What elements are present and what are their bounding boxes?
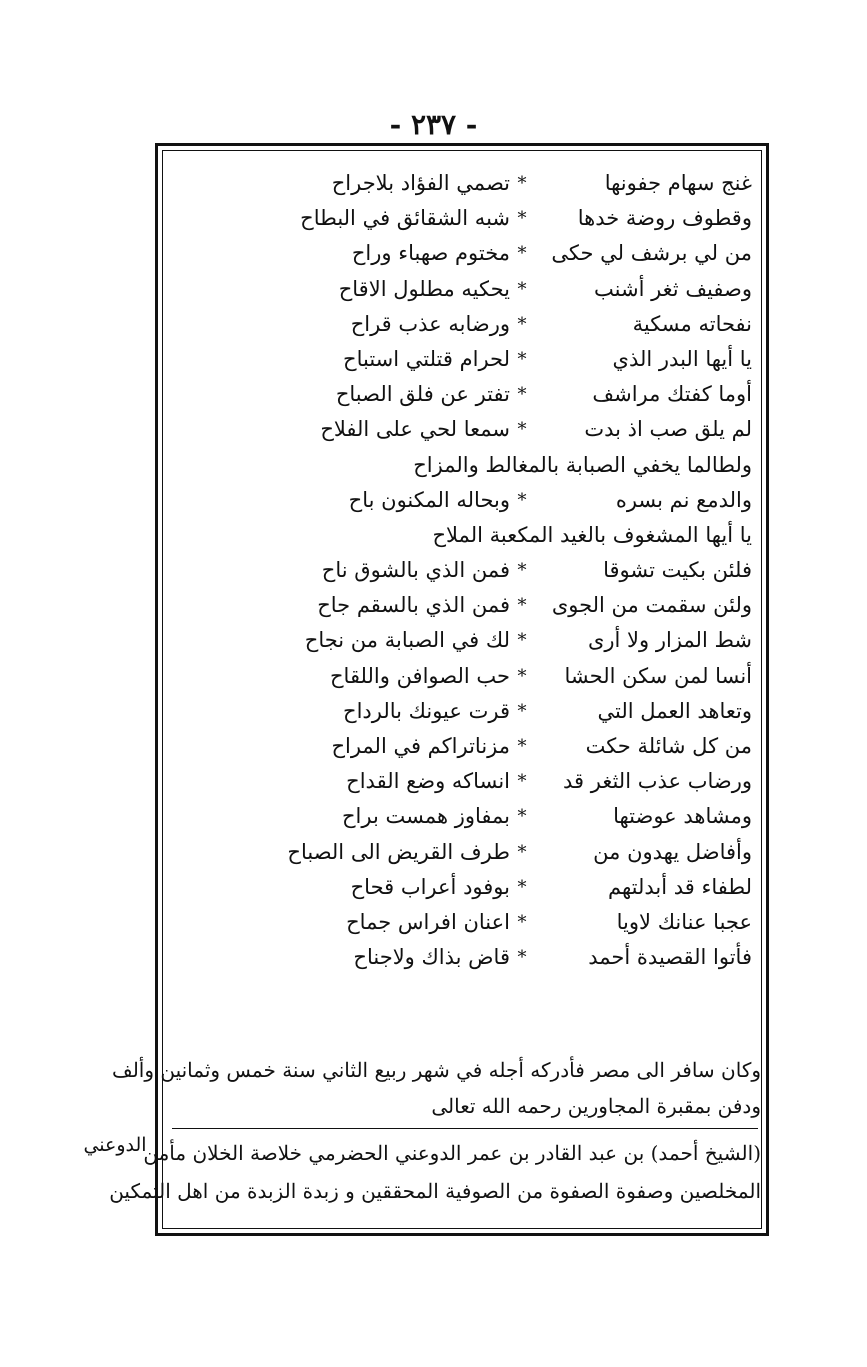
- death-note: [111, 1052, 761, 1124]
- verse-line: [232, 940, 752, 975]
- verse-separator-star: *: [517, 313, 527, 335]
- verse-second-hemistich: مختوم صهباء وراح: [351, 241, 510, 266]
- verse-first-hemistich: غنج سهام جفونها: [604, 171, 752, 195]
- verse-line: [232, 236, 752, 271]
- verse-second-hemistich: طرف القريض الى الصباح: [287, 839, 510, 864]
- verse-separator-star: *: [517, 560, 527, 582]
- verse-separator-star: *: [517, 173, 527, 194]
- verse-separator-star: *: [517, 771, 527, 793]
- verse-second-hemistich: انساكه وضع القداح: [346, 769, 510, 794]
- verse-second-hemistich: بوفود أعراب قحاح: [350, 874, 510, 899]
- verse-second-hemistich: لحرام قتلتي استباح: [343, 346, 510, 371]
- verse-separator-star: *: [517, 841, 527, 863]
- verse-line: [232, 729, 752, 764]
- verse-separator-star: *: [517, 208, 527, 230]
- verse-separator-star: *: [517, 806, 527, 828]
- verse-first-hemistich: ومشاهد عوضتها: [613, 804, 752, 829]
- verse-first-hemistich: ولئن سقمت من الجوى: [551, 593, 752, 618]
- biography-entry: [109, 1134, 761, 1210]
- verse-second-hemistich: تفتر عن فلق الصباح: [335, 382, 510, 407]
- biography-line-2: المخلصين وصفوة الصفوة من الصوفية المحققين و زبدة الزبدة من اهل التمكين: [109, 1179, 761, 1203]
- verse-line: [232, 870, 752, 905]
- verse-second-hemistich: فمن الذي بالسقم جاح: [317, 593, 510, 618]
- verse-line: [232, 694, 752, 729]
- verse-separator-star: *: [517, 278, 527, 300]
- verse-separator-star: *: [517, 736, 527, 757]
- verse-second-hemistich: بمفاوز همست براح: [341, 804, 510, 829]
- verse-line: [232, 412, 752, 447]
- verse-first-hemistich: فلئن بكيت تشوقا: [603, 558, 752, 583]
- verse-first-hemistich: وأفاضل يهدون من: [593, 839, 752, 864]
- section-divider: [172, 1128, 758, 1129]
- verse-separator-star: *: [517, 665, 527, 687]
- verse-first-hemistich: أنسا لمن سكن الحشا: [564, 663, 752, 688]
- verse-separator-star: *: [517, 348, 527, 370]
- verse-second-hemistich: تصمي الفؤاد بلاجراح: [331, 171, 510, 195]
- verse-line: [232, 272, 752, 307]
- verse-line: [232, 307, 752, 342]
- verse-second-hemistich: حب الصوافن واللقاح: [329, 663, 510, 688]
- verse-line: [232, 799, 752, 834]
- verse-separator-star: *: [517, 595, 527, 617]
- verse-first-hemistich: من لي برشف لي حكى: [551, 241, 752, 266]
- verse-line: [232, 166, 752, 201]
- verse-first-hemistich: وتعاهد العمل التي: [597, 698, 752, 723]
- verse-second-hemistich: شبه الشقائق في البطاح: [300, 206, 510, 231]
- verse-line: [232, 764, 752, 799]
- verse-separator-star: *: [517, 489, 527, 511]
- death-note-line-1: وكان سافر الى مصر فأدركه أجله في شهر ربيع الثاني سنة خمس وثمانين وألف: [111, 1058, 761, 1082]
- verse-separator-star: *: [517, 419, 527, 441]
- verse-second-hemistich: قاض بذاك ولاجناح: [353, 945, 510, 970]
- verse-separator-star: *: [517, 700, 527, 722]
- death-note-line-2: ودفن بمقبرة المجاورين رحمه الله تعالى: [431, 1094, 761, 1118]
- verse-first-hemistich: من كل شائلة حكت: [585, 734, 752, 758]
- verse-first-hemistich: شط المزار ولا أرى: [587, 628, 752, 653]
- verse-line: [232, 342, 752, 377]
- verse-first-hemistich: فأتوا القصيدة أحمد: [588, 945, 752, 970]
- verse-separator-star: *: [517, 876, 527, 898]
- verse-second-hemistich: اعنان افراس جماح: [346, 909, 510, 934]
- verse-separator-star: *: [517, 911, 527, 933]
- verse-line: [232, 905, 752, 940]
- verse-first-hemistich: ورضاب عذب الثغر قد: [563, 769, 752, 794]
- verse-first-hemistich: عجبا عنانك لاويا: [616, 909, 752, 934]
- verse-separator-star: *: [517, 630, 527, 652]
- verse-line: [232, 377, 752, 412]
- verse-first-hemistich: ولطالما يخفي الصبابة بالمغالط والمزاح: [413, 452, 752, 477]
- biography-line-1: (الشيخ أحمد) بن عبد القادر بن عمر الدوعني الحضرمي خلاصة الخلان مأمن: [143, 1141, 761, 1165]
- margin-note: الدوعني: [83, 1134, 147, 1156]
- verse-first-hemistich: والدمع نم بسره: [615, 487, 752, 512]
- verse-separator-star: *: [517, 384, 527, 406]
- verse-separator-star: *: [517, 243, 527, 265]
- verse-first-hemistich: نفحاته مسكية: [632, 311, 752, 336]
- verse-line: [232, 448, 752, 483]
- verse-first-hemistich: لم يلق صب اذ بدت: [584, 417, 752, 442]
- verse-first-hemistich: يا أيها المشغوف بالغيد المكعبة الملاح: [432, 522, 752, 547]
- verse-line: [232, 518, 752, 553]
- verse-second-hemistich: قرت عيونك بالرداح: [343, 698, 510, 723]
- verse-second-hemistich: لك في الصبابة من نجاح: [304, 628, 510, 653]
- poem: [232, 166, 752, 975]
- verse-second-hemistich: ورضابه عذب قراح: [350, 311, 510, 336]
- verse-line: [232, 553, 752, 588]
- verse-second-hemistich: يحكيه مطلول الاقاح: [338, 276, 510, 301]
- verse-second-hemistich: سمعا لحي على الفلاح: [320, 417, 510, 442]
- verse-first-hemistich: لطفاء قد أبدلتهم: [607, 874, 752, 899]
- verse-line: [232, 659, 752, 694]
- verse-first-hemistich: يا أيها البدر الذي: [612, 346, 752, 371]
- verse-second-hemistich: مزناتراكم في المراح: [331, 734, 510, 758]
- verse-line: [232, 588, 752, 623]
- page-number: - ٢٣٧ -: [389, 108, 478, 141]
- verse-line: [232, 201, 752, 236]
- verse-first-hemistich: أوما كفتك مراشف: [592, 382, 752, 407]
- verse-line: [232, 835, 752, 870]
- verse-first-hemistich: وقطوف روضة خدها: [577, 206, 752, 231]
- verse-separator-star: *: [517, 947, 527, 969]
- verse-second-hemistich: فمن الذي بالشوق ناح: [321, 558, 510, 583]
- verse-line: [232, 623, 752, 658]
- verse-line: [232, 483, 752, 518]
- verse-second-hemistich: وبحاله المكنون باح: [348, 487, 510, 512]
- verse-first-hemistich: وصفيف ثغر أشنب: [594, 276, 752, 301]
